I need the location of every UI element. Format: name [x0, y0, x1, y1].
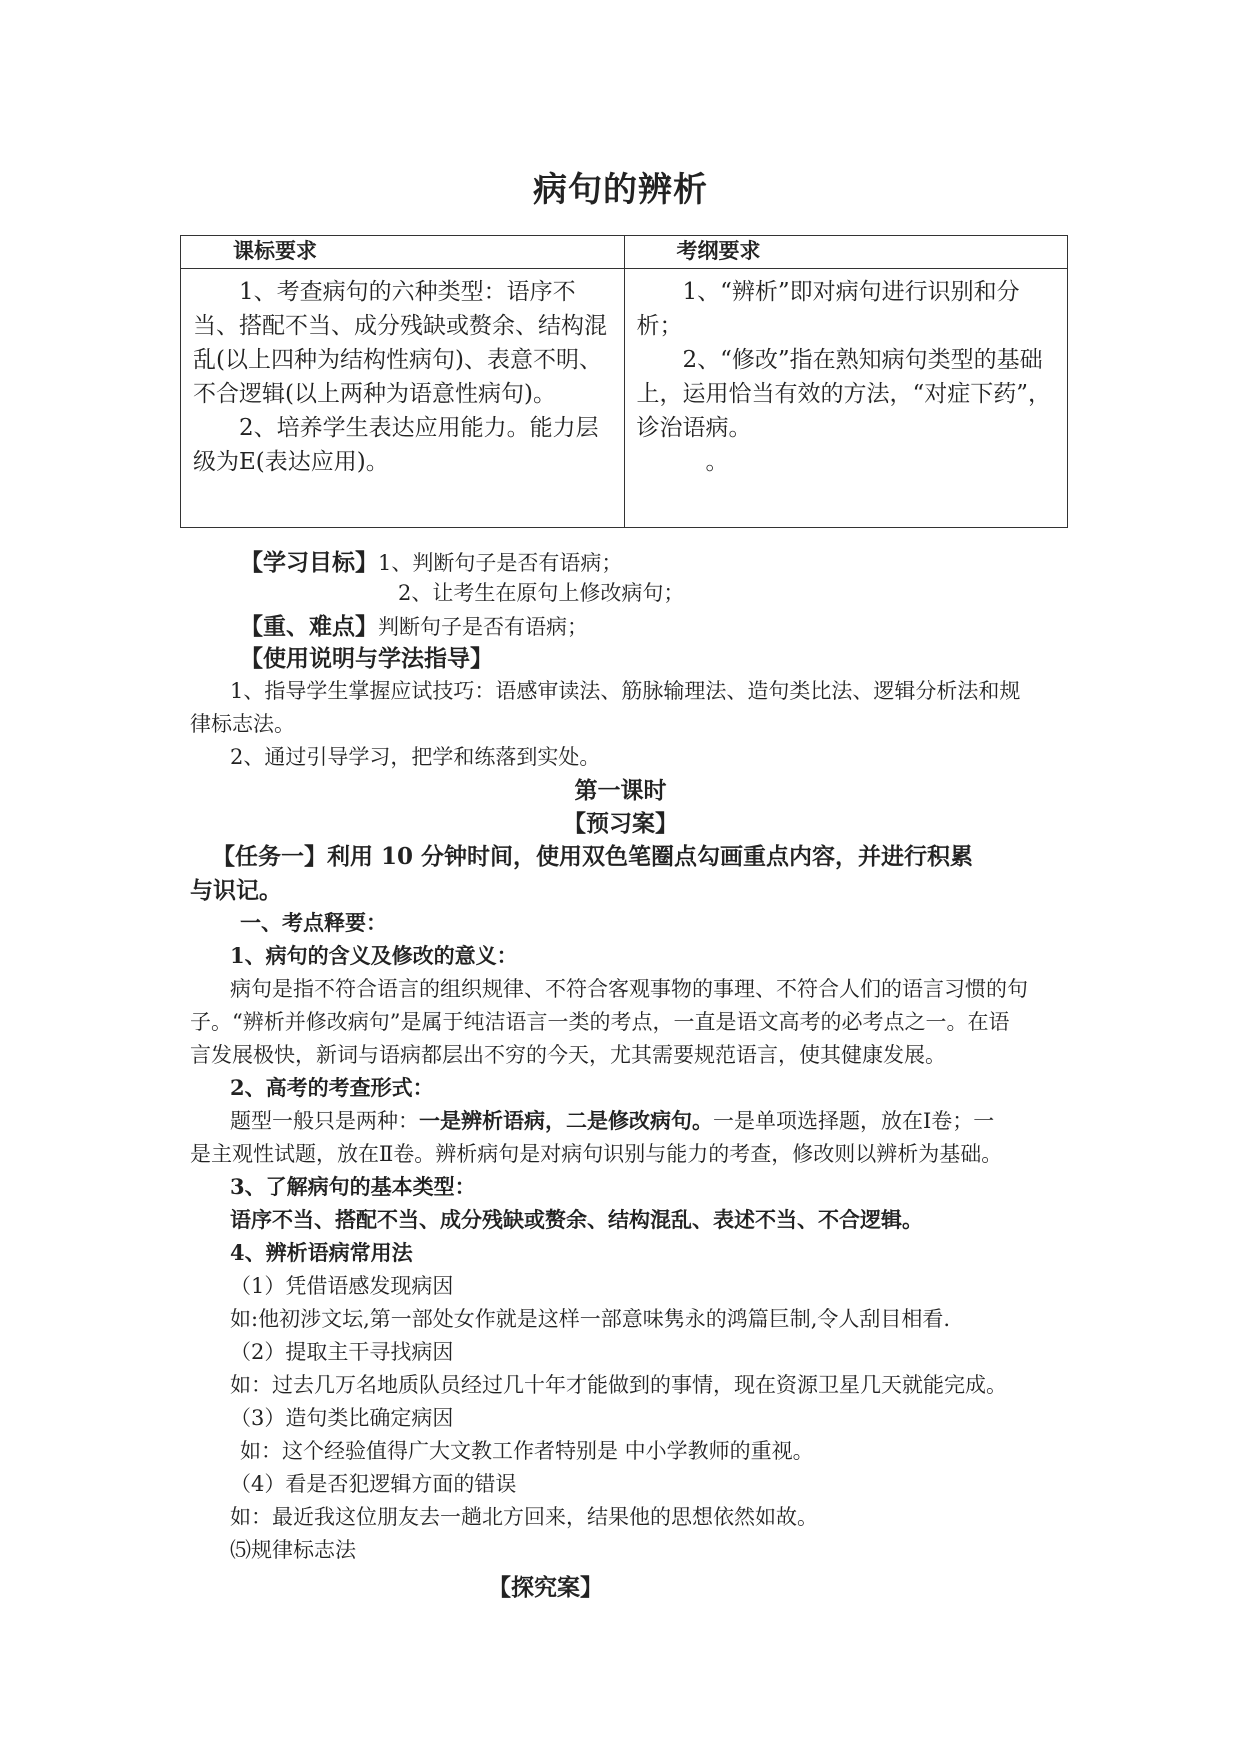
key-label: 【重、难点】	[240, 613, 378, 639]
guide-item-1-line-1: 1、指导学生掌握应试技巧：语感审读法、筋脉输理法、造句类比法、逻辑分析法和规	[230, 679, 1021, 703]
goals-item-1: 1、判断句子是否有语病；	[378, 551, 623, 575]
guide-item-1-line-2: 律标志法。	[190, 712, 295, 736]
key-line	[240, 608, 588, 641]
p4-heading: 4、辨析语病常用法	[230, 1240, 413, 1265]
method-3: （3）造句类比确定病因	[230, 1406, 454, 1430]
lesson-heading: 第一课时	[574, 777, 667, 803]
syllabus-paragraph-3: 。	[705, 449, 729, 475]
explore-heading: 【探究案】	[488, 1574, 603, 1600]
table-cell-syllabus	[624, 269, 1068, 528]
guide-item-2: 2、通过引导学习，把学和练落到实处。	[230, 745, 601, 769]
key-text: 判断句子是否有语病；	[378, 615, 588, 639]
preview-heading: 【预习案】	[563, 810, 678, 836]
example-1: 如:他初涉文坛,第一部处女作就是这样一部意味隽永的鸿篇巨制,令人刮目相看.	[230, 1307, 951, 1331]
curriculum-paragraph-2: 2、培养学生表达应用能力。能力层级为E(表达应用)。	[193, 415, 599, 475]
syllabus-paragraph-1: 1、“辨析”即对病句进行识别和分析；	[636, 279, 1020, 339]
table-header-curriculum: 课标要求	[181, 236, 625, 269]
example-2: 如：过去几万名地质队员经过几十年才能做到的事情，现在资源卫星几天就能完成。	[230, 1373, 1007, 1397]
task1-line-1: 【任务一】利用 10 分钟时间，使用双色笔圈点勾画重点内容，并进行积累	[212, 843, 974, 870]
method-1: （1）凭借语感发现病因	[230, 1274, 454, 1298]
p2-line-1	[230, 1105, 994, 1135]
p2-line-1-c: 一是单项选择题，放在Ⅰ卷；一	[713, 1109, 995, 1133]
p2-line-1-a: 题型一般只是两种：	[230, 1109, 419, 1133]
goals-line-1	[240, 544, 622, 577]
p2-line-2: 是主观性试题，放在Ⅱ卷。辨析病句是对病句识别与能力的考查，修改则以辨析为基础。	[190, 1142, 1003, 1166]
example-3: 如：这个经验值得广大文教工作者特别是 中小学教师的重视。	[240, 1439, 814, 1463]
syllabus-paragraph-2: 2、“修改”指在熟知病句类型的基础上，运用恰当有效的方法，“对症下药”，诊治语病。	[636, 347, 1052, 441]
p1-heading: 1、病句的含义及修改的意义：	[230, 943, 518, 968]
method-5: ⑸规律标志法	[230, 1538, 356, 1562]
task1-line-2: 与识记。	[190, 877, 282, 904]
table-cell-curriculum	[181, 269, 625, 528]
curriculum-paragraph-1: 1、考查病句的六种类型：语序不当、搭配不当、成分残缺或赘余、结构混乱(以上四种为结构性病句)、表意不明、不合逻辑(以上两种为语意性病句)。	[193, 279, 607, 407]
p2-line-1-b: 一是辨析语病，二是修改病句。	[419, 1108, 713, 1133]
p1-line-2: 子。“辨析并修改病句”是属于纯洁语言一类的考点，一直是语文高考的必考点之一。在语	[190, 1010, 1010, 1034]
goals-item-2: 2、让考生在原句上修改病句；	[398, 581, 685, 605]
p3-text: 语序不当、搭配不当、成分残缺或赘余、结构混乱、表述不当、不合逻辑。	[230, 1207, 923, 1232]
p1-line-1: 病句是指不符合语言的组织规律、不符合客观事物的事理、不符合人们的语言习惯的句	[230, 977, 1028, 1001]
p2-heading: 2、高考的考查形式：	[230, 1075, 434, 1100]
guide-label: 【使用说明与学法指导】	[240, 645, 493, 671]
requirements-table	[180, 235, 1068, 528]
example-4: 如：最近我这位朋友去一趟北方回来，结果他的思想依然如故。	[230, 1505, 818, 1529]
method-4: （4）看是否犯逻辑方面的错误	[230, 1472, 517, 1496]
goals-label: 【学习目标】	[240, 549, 378, 575]
section1-heading: 一、考点释要：	[240, 910, 387, 935]
table-header-syllabus: 考纲要求	[624, 236, 1068, 269]
p3-heading: 3、了解病句的基本类型：	[230, 1174, 476, 1199]
page-title: 病句的辨析	[533, 171, 708, 209]
p1-line-3: 言发展极快，新词与语病都层出不穷的今天，尤其需要规范语言，使其健康发展。	[190, 1043, 946, 1067]
method-2: （2）提取主干寻找病因	[230, 1340, 454, 1364]
